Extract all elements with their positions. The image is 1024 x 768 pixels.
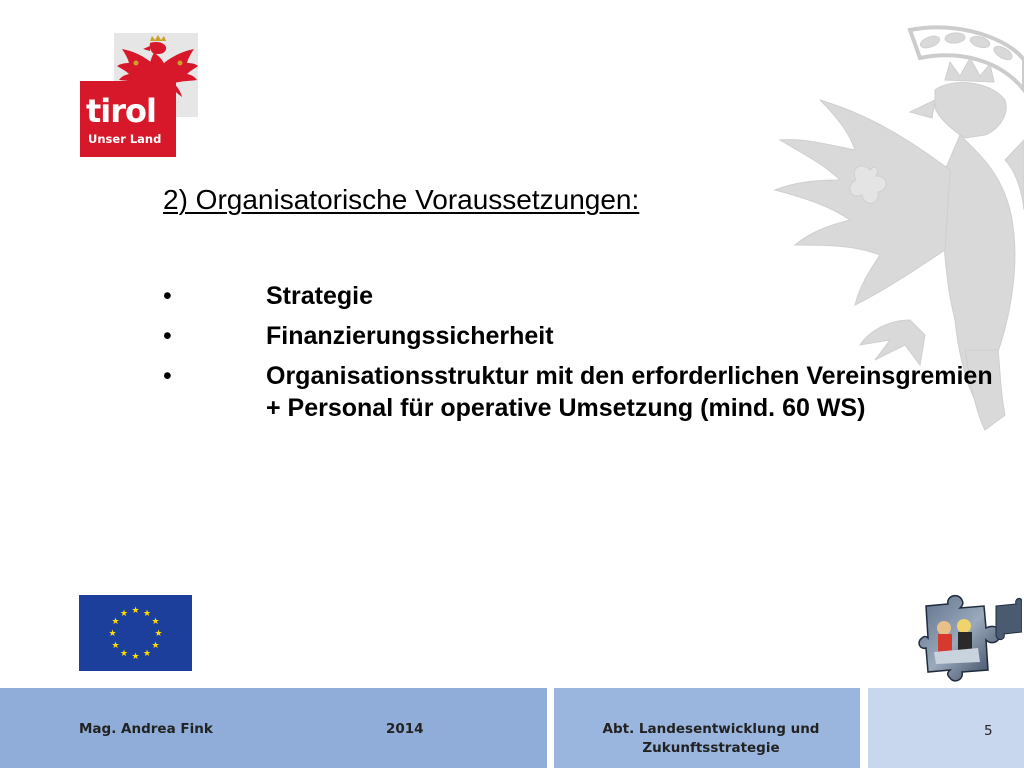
svg-text:★: ★: [142, 609, 152, 619]
bullet-marker: •: [163, 362, 172, 390]
logo-subtitle: Unser Land: [88, 132, 162, 146]
footer: [0, 688, 1024, 768]
bullet-marker: •: [163, 282, 172, 310]
footer-department: [586, 720, 836, 758]
svg-text:★: ★: [111, 617, 120, 627]
footer-department-line1: Abt. Landesentwicklung und: [602, 721, 820, 737]
bullet-item: [163, 320, 993, 352]
tirol-logo: [80, 33, 200, 157]
svg-text:★: ★: [119, 649, 129, 659]
svg-text:★: ★: [111, 641, 120, 651]
svg-text:★: ★: [131, 606, 140, 616]
svg-text:★: ★: [142, 649, 152, 659]
svg-text:★: ★: [119, 609, 129, 619]
footer-right-panel: [868, 688, 1024, 768]
bullet-marker: •: [163, 322, 172, 350]
svg-text:★: ★: [131, 652, 140, 662]
bullet-text: Strategie: [266, 282, 373, 310]
bullet-list: [163, 280, 993, 432]
svg-text:★: ★: [151, 641, 160, 651]
logo-wordmark: tirol: [86, 92, 156, 130]
eu-flag-icon: [79, 595, 192, 671]
footer-year: 2014: [386, 721, 424, 737]
slide-title: 2) Organisatorische Voraussetzungen:: [163, 184, 640, 215]
svg-text:★: ★: [154, 629, 163, 639]
footer-author: Mag. Andrea Fink: [79, 721, 213, 737]
footer-department-line2: Zukunftsstrategie: [642, 740, 780, 756]
svg-text:★: ★: [151, 617, 160, 627]
bullet-text: Organisationsstruktur mit den erforderlichen Vereinsgremien + Personal für operative Umsetzung (mind. 60 WS): [266, 362, 993, 422]
bullet-text: Finanzierungssicherheit: [266, 322, 554, 350]
puzzle-photo-icon: [918, 592, 1022, 684]
svg-text:★: ★: [108, 629, 117, 639]
page-number: 5: [984, 723, 993, 739]
bullet-item: [163, 360, 993, 424]
bullet-item: [163, 280, 993, 312]
